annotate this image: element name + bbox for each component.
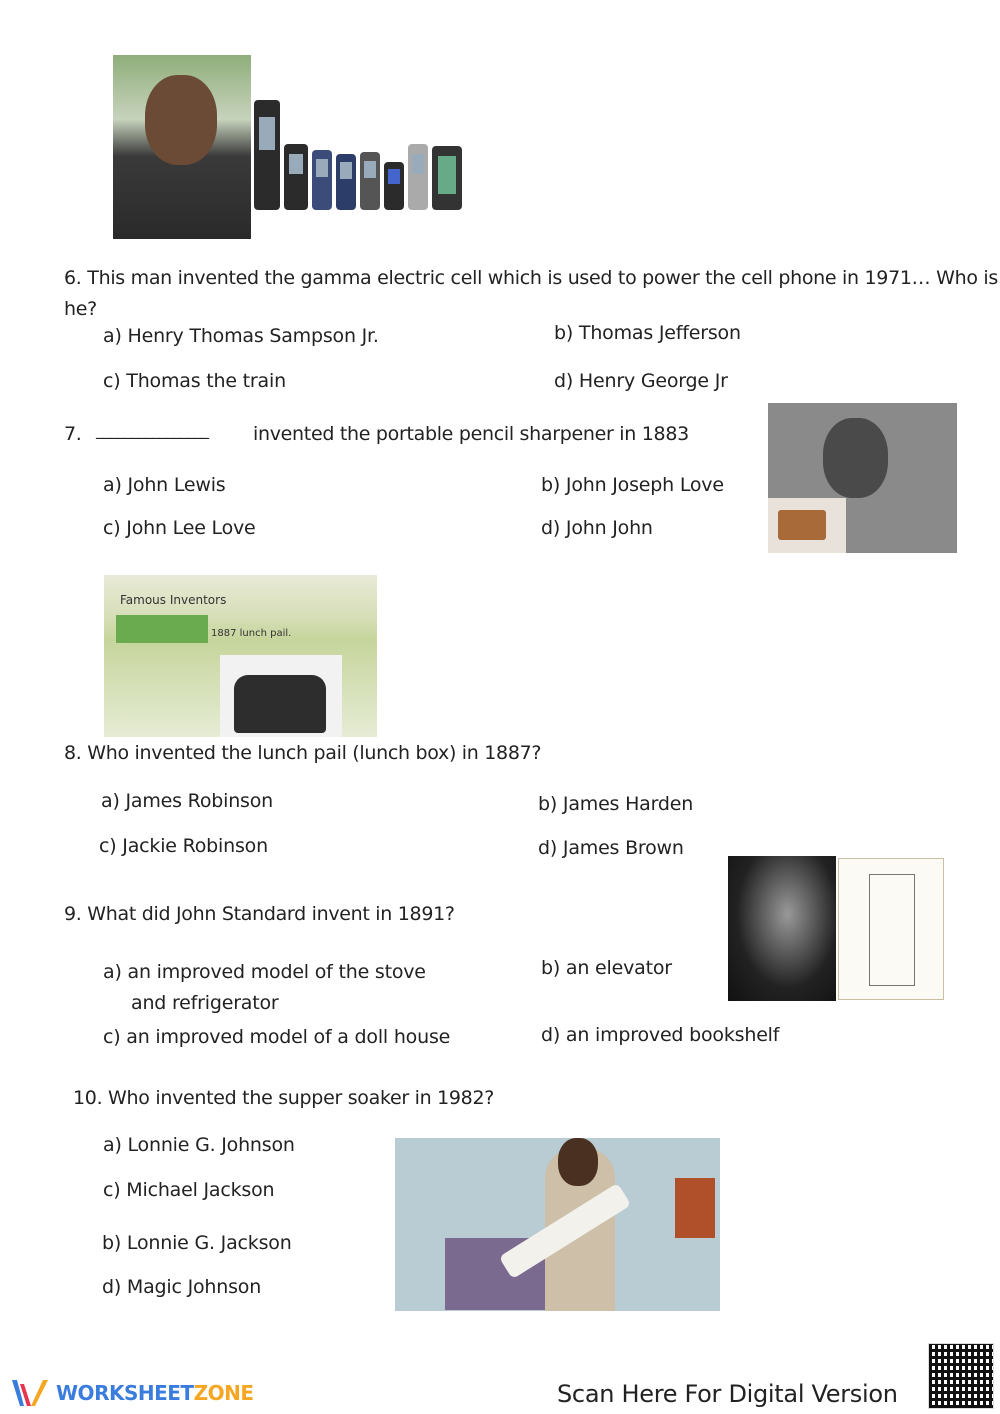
q6-option-d[interactable]: d) Henry George Jr bbox=[554, 370, 728, 392]
question-8-text: 8. Who invented the lunch pail (lunch box) in 1887? bbox=[64, 742, 542, 764]
slide-title: Famous Inventors bbox=[120, 593, 227, 607]
lunch-pail-slide-image bbox=[104, 575, 377, 737]
patent-drawing bbox=[838, 858, 944, 1000]
scan-here-text: Scan Here For Digital Version bbox=[557, 1380, 898, 1408]
question-7-blank: ________________ bbox=[96, 420, 208, 439]
q9-option-a[interactable]: a) an improved model of the stove bbox=[103, 961, 426, 983]
q9-option-b[interactable]: b) an elevator bbox=[541, 957, 672, 979]
q8-option-b[interactable]: b) James Harden bbox=[538, 793, 694, 815]
question-7-text: invented the portable pencil sharpener in 1883 bbox=[253, 423, 689, 445]
q9-option-c[interactable]: c) an improved model of a doll house bbox=[103, 1026, 451, 1048]
qr-code[interactable] bbox=[928, 1343, 994, 1409]
q6-option-a[interactable]: a) Henry Thomas Sampson Jr. bbox=[103, 325, 379, 347]
q7-option-b[interactable]: b) John Joseph Love bbox=[541, 474, 724, 496]
q9-option-a-cont: and refrigerator bbox=[131, 992, 279, 1014]
q7-option-a[interactable]: a) John Lewis bbox=[103, 474, 226, 496]
question-6-text: 6. This man invented the gamma electric cell which is used to power the cell phone in 1971… Who is bbox=[64, 267, 998, 289]
worksheetzone-logo[interactable] bbox=[10, 1376, 253, 1410]
q10-option-a[interactable]: a) Lonnie G. Johnson bbox=[103, 1134, 295, 1156]
q8-option-d[interactable]: d) James Brown bbox=[538, 837, 684, 859]
brand-worksheet: WORKSHEET bbox=[56, 1381, 194, 1405]
slide-caption: 1887 lunch pail. bbox=[211, 628, 292, 639]
q7-option-d[interactable]: d) John John bbox=[541, 517, 653, 539]
q7-option-c[interactable]: c) John Lee Love bbox=[103, 517, 256, 539]
q9-option-d[interactable]: d) an improved bookshelf bbox=[541, 1024, 780, 1046]
q6-option-c[interactable]: c) Thomas the train bbox=[103, 370, 286, 392]
hidden-answer-box bbox=[116, 615, 208, 643]
portrait-face bbox=[145, 75, 217, 165]
worksheetzone-logo-icon bbox=[10, 1376, 50, 1410]
q10-option-d[interactable]: d) Magic Johnson bbox=[102, 1276, 262, 1298]
q8-option-c[interactable]: c) Jackie Robinson bbox=[99, 835, 268, 857]
q10-option-c[interactable]: c) Michael Jackson bbox=[103, 1179, 275, 1201]
q10-option-b[interactable]: b) Lonnie G. Jackson bbox=[102, 1232, 292, 1254]
question-6-text-cont: he? bbox=[64, 298, 97, 320]
lonnie-johnson-super-soaker-photo bbox=[395, 1138, 720, 1311]
john-lee-love-photo bbox=[768, 403, 957, 553]
cell-phone-evolution-image bbox=[254, 100, 462, 210]
lunch-pail-photo bbox=[220, 655, 342, 737]
sampson-photo bbox=[113, 55, 251, 239]
q8-option-a[interactable]: a) James Robinson bbox=[101, 790, 273, 812]
brand-zone: ZONE bbox=[193, 1381, 254, 1405]
pencil-sharpener-image bbox=[768, 498, 846, 553]
john-standard-photo-and-patent bbox=[728, 856, 944, 1002]
question-10-text: 10. Who invented the supper soaker in 1982? bbox=[73, 1087, 495, 1109]
question-7-number: 7. bbox=[64, 423, 82, 445]
question-9-text: 9. What did John Standard invent in 1891? bbox=[64, 903, 455, 925]
q6-option-b[interactable]: b) Thomas Jefferson bbox=[554, 322, 741, 344]
